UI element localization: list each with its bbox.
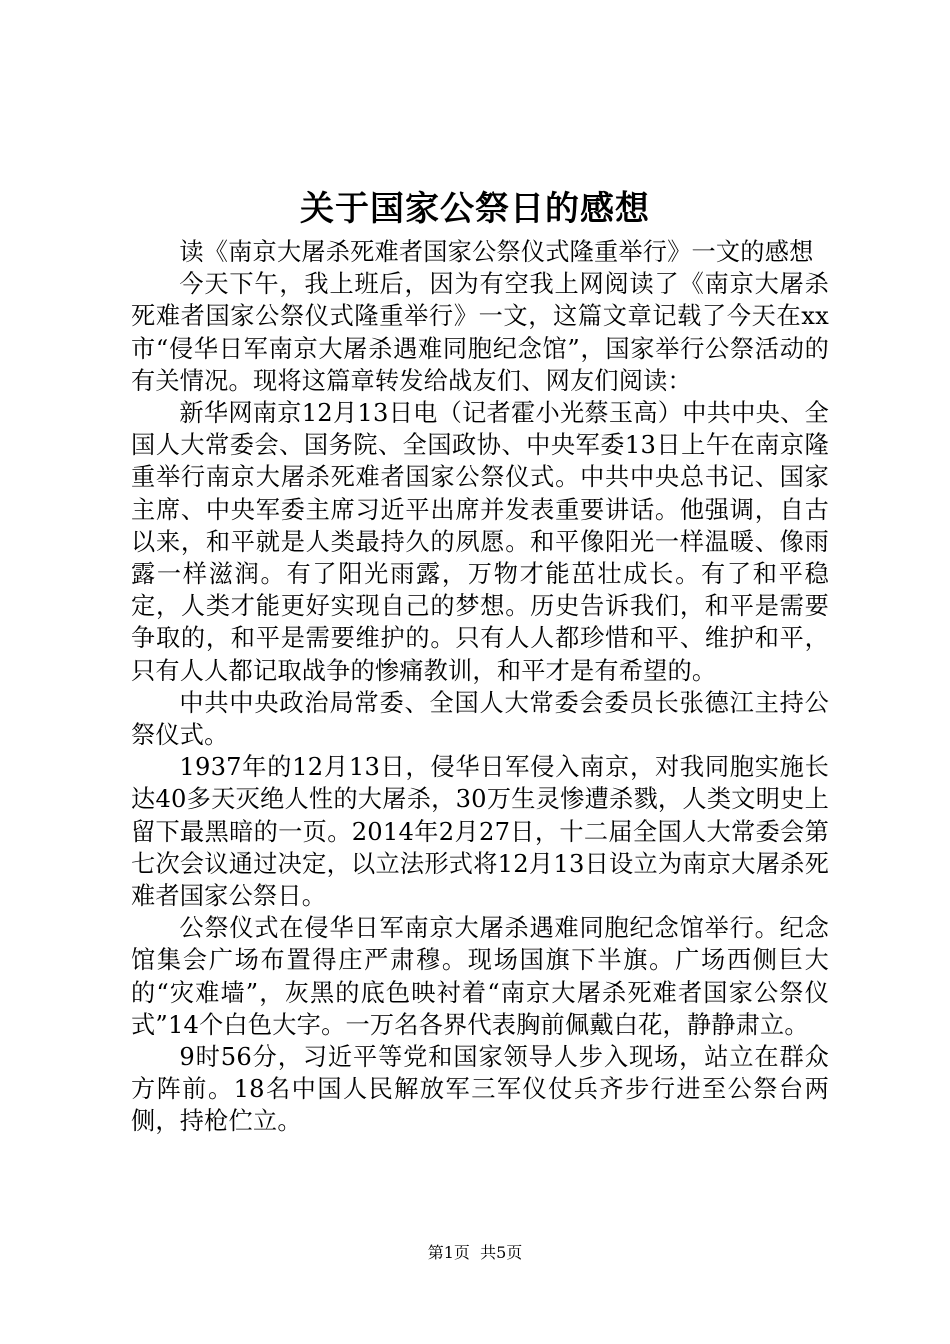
paragraph-history: 1937年的12月13日，侵华日军侵入南京，对我同胞实施长达40多天灭绝人性的大屠杀，30万生灵惨遭杀戮，人类文明史上留下最黑暗的一页。2014年2月27日，十二届全国人大常委会第七次会议通过决定，以立法形式将12月13日设立为南京大屠杀死难者国家公祭日。	[131, 753, 829, 911]
paragraph-arrival: 9时56分，习近平等党和国家领导人步入现场，站立在群众方阵前。18名中国人民解放军三军仪仗兵齐步行进至公祭台两侧，持枪伫立。	[131, 1043, 829, 1136]
paragraph-host: 中共中央政治局常委、全国人大常委会委员长张德江主持公祭仪式。	[131, 688, 829, 750]
paragraph-intro: 今天下午，我上班后，因为有空我上网阅读了《南京大屠杀死难者国家公祭仪式隆重举行》一文，这篇文章记载了今天在xx市“侵华日军南京大屠杀遇难同胞纪念馆”，国家举行公祭活动的有关情况。现将这篇章转发给战友们、网友们阅读：	[131, 270, 829, 395]
document-title: 关于国家公祭日的感想	[300, 189, 650, 229]
page-number: 第1页	[427, 1243, 470, 1262]
page-footer	[0, 1242, 950, 1264]
paragraph-heading: 读《南京大屠杀死难者国家公祭仪式隆重举行》一文的感想	[179, 238, 814, 266]
document-body	[131, 236, 829, 1138]
page-total: 共5页	[480, 1243, 523, 1262]
paragraph-ceremony: 公祭仪式在侵华日军南京大屠杀遇难同胞纪念馆举行。纪念馆集会广场布置得庄严肃穆。现场国旗下半旗。广场西侧巨大的“灾难墙”，灰黑的底色映衬着“南京大屠杀死难者国家公祭仪式”14个白色大字。一万名各界代表胸前佩戴白花，静静肃立。	[131, 914, 829, 1039]
paragraph-news: 新华网南京12月13日电（记者霍小光蔡玉高）中共中央、全国人大常委会、国务院、全国政协、中央军委13日上午在南京隆重举行南京大屠杀死难者国家公祭仪式。中共中央总书记、国家主席、中央军委主席习近平出席并发表重要讲话。他强调，自古以来，和平就是人类最持久的夙愿。和平像阳光一样温暖、像雨露一样滋润。有了阳光雨露，万物才能茁壮成长。有了和平稳定，人类才能更好实现自己的梦想。历史告诉我们，和平是需要争取的，和平是需要维护的。只有人人都珍惜和平、维护和平，只有人人都记取战争的惨痛教训，和平才是有希望的。	[131, 399, 829, 685]
